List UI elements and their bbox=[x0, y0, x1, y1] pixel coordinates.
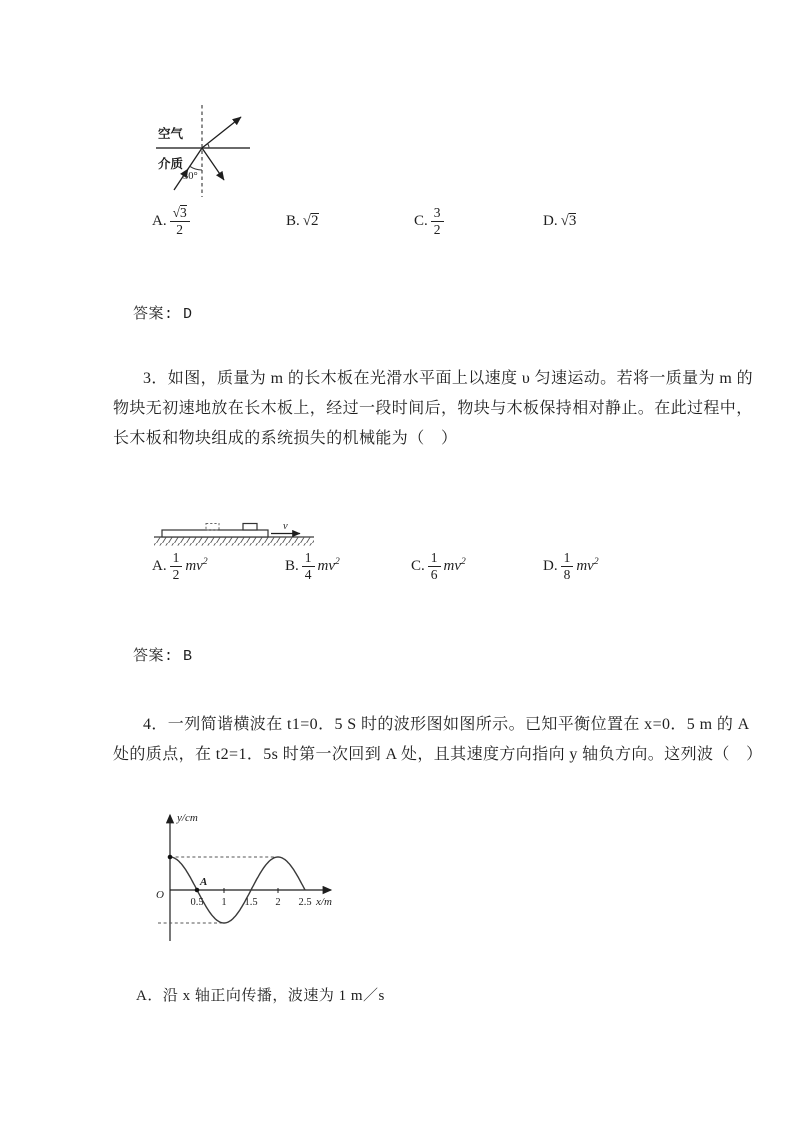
radicand: 3 bbox=[180, 204, 187, 220]
y-axis-label: y/cm bbox=[177, 812, 198, 824]
block bbox=[243, 524, 257, 531]
velocity-label: v bbox=[283, 521, 288, 532]
fraction bbox=[170, 550, 183, 582]
q4-line-1: 4．一列简谐横波在 t1=0．5 S 时的波形图如图所示。已知平衡位置在 x=0．5 m 的 A bbox=[143, 716, 750, 733]
numerator: 1 bbox=[170, 550, 183, 567]
block-dashed-outline bbox=[206, 524, 219, 531]
option-label: C. bbox=[414, 212, 428, 229]
q3-line-2: 物块无初速地放在长木板上，经过一段时间后，物块与木板保持相对静止。在此过程中， bbox=[113, 400, 753, 417]
q3-line-3: 长木板和物块组成的系统损失的机械能为（ ） bbox=[113, 430, 458, 447]
q2-answer: 答案: D bbox=[133, 306, 193, 323]
q4-line-2: 处的质点，在 t2=1．5s 时第一次回到 A 处，且其速度方向指向 y 轴负方向。这列波（ ） bbox=[113, 746, 763, 763]
option-label: A. bbox=[152, 557, 167, 574]
denominator: 6 bbox=[430, 566, 438, 582]
q2-option-a bbox=[152, 200, 190, 242]
denominator: 2 bbox=[172, 566, 180, 582]
xtick-2.5: 2.5 bbox=[298, 897, 312, 908]
q2-option-d bbox=[543, 200, 576, 242]
xtick-1: 1 bbox=[221, 897, 227, 908]
denominator: 2 bbox=[176, 221, 184, 237]
option-label: A. bbox=[152, 212, 167, 229]
fraction bbox=[170, 205, 190, 237]
option-label: C. bbox=[411, 557, 425, 574]
ground-hatching bbox=[154, 538, 314, 546]
mv-term: $mv^2$ bbox=[443, 557, 466, 574]
xtick-1.5: 1.5 bbox=[244, 897, 258, 908]
reflected-ray-arrow-icon bbox=[202, 148, 224, 180]
incidence-angle-arc bbox=[190, 166, 202, 170]
wave-graph bbox=[140, 805, 365, 945]
y-intercept-dot bbox=[168, 855, 173, 860]
denominator: 8 bbox=[563, 566, 571, 582]
sqrt-expression bbox=[561, 213, 577, 230]
sqrt-expression bbox=[303, 213, 319, 230]
q2-option-c bbox=[414, 200, 444, 242]
radicand: 2 bbox=[311, 212, 319, 229]
sqrt-symbol: √ bbox=[302, 212, 311, 229]
option-label: D. bbox=[543, 557, 558, 574]
q4-option-a: A．沿 x 轴正向传播，波速为 1 m／s bbox=[136, 988, 385, 1004]
point-a-dot bbox=[195, 888, 200, 893]
q3-option-a bbox=[152, 548, 208, 584]
q3-option-b bbox=[285, 548, 340, 584]
fraction bbox=[428, 550, 441, 582]
q2-options-row bbox=[0, 200, 794, 242]
option-label: B. bbox=[286, 212, 300, 229]
medium-label: 介质 bbox=[158, 157, 184, 171]
point-a-label: A bbox=[200, 876, 208, 888]
radicand: 3 bbox=[568, 212, 577, 229]
q3-line-1: 3．如图，质量为 m 的长木板在光滑水平面上以速度 υ 匀速运动。若将一质量为 m 的 bbox=[143, 370, 754, 387]
q3-options-row bbox=[0, 548, 794, 584]
fraction bbox=[302, 550, 315, 582]
mv-term: $mv^2$ bbox=[576, 557, 599, 574]
q3-answer: 答案: B bbox=[133, 648, 193, 665]
sqrt-symbol: √ bbox=[172, 204, 181, 220]
numerator: 1 bbox=[302, 550, 315, 567]
option-label: B. bbox=[285, 557, 299, 574]
fraction bbox=[431, 205, 444, 237]
q3-text bbox=[113, 364, 754, 454]
xtick-0.5: 0.5 bbox=[190, 897, 204, 908]
fraction bbox=[561, 550, 574, 582]
refraction-figure bbox=[150, 100, 270, 205]
q3-option-c bbox=[411, 548, 466, 584]
x-axis-label: x/m bbox=[316, 896, 332, 908]
air-label: 空气 bbox=[158, 127, 184, 141]
angle-value-label: 30° bbox=[183, 171, 198, 182]
long-board bbox=[162, 530, 268, 537]
sqrt-symbol: √ bbox=[560, 212, 569, 229]
denominator: 4 bbox=[304, 566, 312, 582]
mv-term: $mv^2$ bbox=[185, 557, 208, 574]
mv-term: $mv^2$ bbox=[317, 557, 340, 574]
q3-option-d bbox=[543, 548, 599, 584]
q2-option-b bbox=[286, 200, 319, 242]
numerator: 1 bbox=[561, 550, 574, 567]
q4-text bbox=[113, 710, 763, 770]
origin-label: O bbox=[156, 889, 164, 901]
numerator: 3 bbox=[431, 205, 444, 222]
numerator: 1 bbox=[428, 550, 441, 567]
denominator: 2 bbox=[433, 221, 441, 237]
xtick-2: 2 bbox=[275, 897, 281, 908]
option-label: D. bbox=[543, 212, 558, 229]
